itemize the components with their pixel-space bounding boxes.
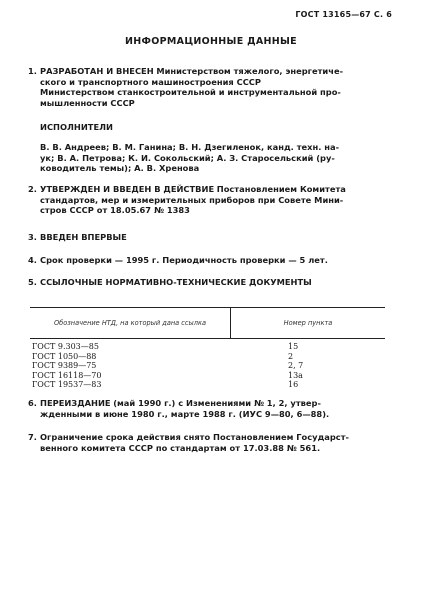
executors-list (40, 142, 400, 174)
section-heading: ССЫЛОЧНЫЕ НОРМАТИВНО-ТЕХНИЧЕСКИЕ ДОКУМЕНТЫ (40, 277, 312, 287)
section-text: ского и транспортного машиностроения СССР (40, 76, 261, 87)
cell-document: ГОСТ 16118—70 (32, 370, 102, 380)
section-text: стандартов, мер и измерительных приборов при Совете Мини- (40, 194, 344, 205)
executors-line: ук; В. А. Петрова; К. И. Сокольский; А. З. Старосельский (ру- (40, 152, 335, 163)
section-heading: ВВЕДЕН ВПЕРВЫЕ (40, 232, 127, 242)
executors-line: ководитель темы); А. В. Хренова (40, 163, 200, 173)
section-1 (28, 66, 400, 108)
table-row (30, 380, 385, 390)
section-2 (28, 184, 400, 216)
section-5 (28, 277, 312, 288)
section-number: 7. (28, 432, 37, 442)
reference-table (30, 307, 385, 390)
section-text: венного комитета СССР по стандартам от 17.03.88 № 561. (40, 442, 321, 453)
cell-document: ГОСТ 9.303—85 (32, 342, 99, 351)
section-text: (май 1990 г.) с Изменениями № 1, 2, утвер- (113, 398, 321, 408)
section-text: Ограничение срока действия снято Постановлением Государст- (40, 432, 349, 442)
section-number: 3. (28, 232, 37, 242)
table-body (30, 339, 385, 390)
standard-reference: ГОСТ 13165—67 С. 6 (295, 10, 392, 19)
section-3 (28, 232, 127, 243)
cell-item: 2, 7 (288, 361, 304, 371)
cell-document: ГОСТ 1050—88 (32, 351, 97, 361)
table-row (30, 371, 385, 381)
section-text: жденными в июне 1980 г., марте 1988 г. (ИУС 9—80, 6—88). (40, 408, 330, 419)
section-number: 6. (28, 398, 37, 408)
cell-item: 16 (288, 380, 299, 390)
table-header (30, 307, 385, 339)
section-number: 5. (28, 277, 37, 287)
cell-item: 2 (288, 351, 294, 361)
page-title: ИНФОРМАЦИОННЫЕ ДАННЫЕ (125, 36, 297, 47)
table-row (30, 352, 385, 362)
section-text: Министерством станкостроительной и инструментальной про- (40, 87, 341, 97)
column-header-item: Номер пункта (283, 319, 333, 327)
table-row (30, 361, 385, 371)
executors-label: ИСПОЛНИТЕЛИ (40, 122, 113, 132)
section-heading: РАЗРАБОТАН И ВНЕСЕН (40, 66, 154, 76)
section-heading: УТВЕРЖДЕН И ВВЕДЕН В ДЕЙСТВИЕ (40, 184, 215, 194)
section-text: Постановлением Комитета (216, 184, 346, 194)
section-number: 4. (28, 255, 37, 265)
section-4 (28, 255, 328, 266)
column-header-document: Обозначение НТД, на который дана ссылка (30, 308, 231, 338)
executors-line: В. В. Андреев; В. М. Ганина; В. Н. Дзегиленок, канд. техн. на- (40, 142, 340, 152)
section-7 (28, 432, 400, 453)
section-text: Срок проверки — 1995 г. Периодичность проверки — 5 лет. (40, 255, 328, 265)
cell-item: 15 (288, 342, 299, 351)
section-heading: ПЕРЕИЗДАНИЕ (40, 398, 111, 408)
section-number: 1. (28, 66, 37, 76)
section-text: стров СССР от 18.05.67 № 1383 (40, 205, 190, 215)
section-number: 2. (28, 184, 37, 194)
section-6 (28, 398, 400, 419)
table-row (30, 342, 385, 352)
section-text: Министерством тяжелого, энергетиче- (156, 66, 344, 76)
section-text: мышленности СССР (40, 97, 135, 108)
cell-item: 13а (288, 370, 303, 380)
cell-document: ГОСТ 19537—83 (32, 380, 102, 390)
cell-document: ГОСТ 9389—75 (32, 361, 97, 371)
